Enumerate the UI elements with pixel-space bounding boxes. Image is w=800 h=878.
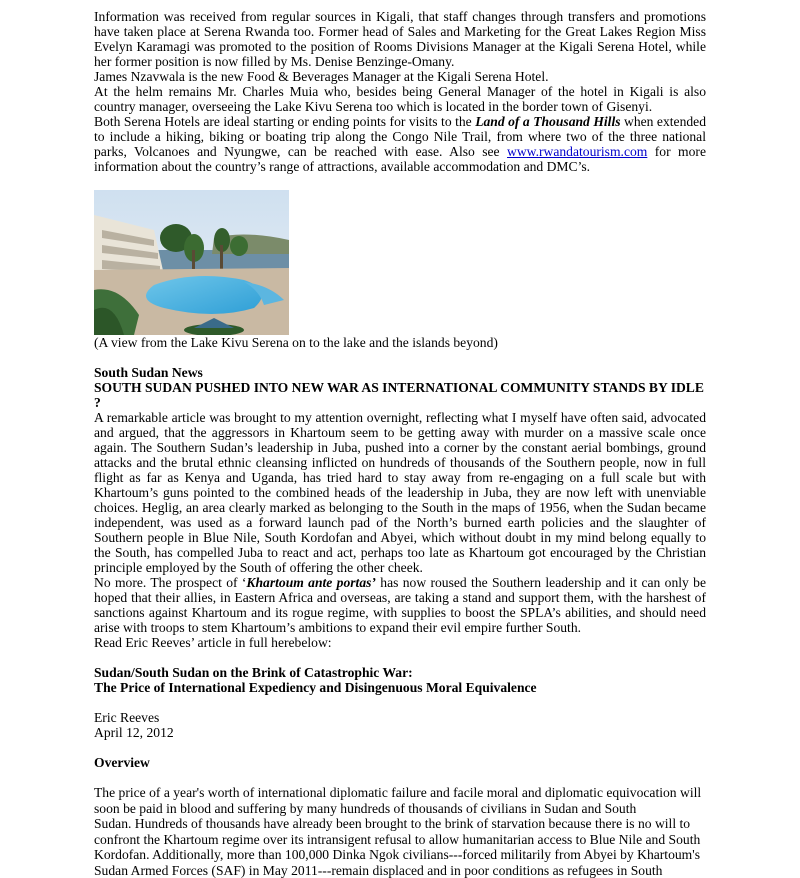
intro-text-b: when extended to include a hiking, biking or boating trip along the Congo Nile Trail, from where two of the three national parks, Volcanoes and Nyungwe, can be reached with ease. Also see <box>94 114 706 159</box>
article-author: Eric Reeves <box>94 710 706 725</box>
sudan-paragraph-1: A remarkable article was brought to my attention overnight, reflecting what I myself have often said, advocated and argued, that the aggressors in Khartoum seem to be getting away with murder on a massive scale once again. The Southern Sudan’s leadership in Juba, pushed into a corner by the constant aerial bombings, ground attacks and the brutal ethnic cleansing inflicted on hundreds of thousands of the Southern people, now in full flight as far as Kenya and Uganda, has tried hard to stay away from re-engaging on a full scale but with Khartoum’s guns pointed to the combined heads of the leadership in Juba, they are now left with unenviable choices. Heglig, an area clearly marked as belonging to the South in the maps of 1956, when the Sudan became independent, was used as a forward launch pad of the North’s burned earth policies and the slaughter of Southern people in Blue Nile, South Kordofan and Abyei, which without doubt in my mind belong equally to the South, has compelled Juba to react and act, perhaps too late as Khartoum got encouraged by the Christian principle employed by the South of offering the other cheek. <box>94 410 706 575</box>
photo-caption: (A view from the Lake Kivu Serena on to the lake and the islands beyond) <box>94 335 706 350</box>
overview-heading: Overview <box>94 755 706 770</box>
intro-paragraph-1: Information was received from regular sources in Kigali, that staff changes through transfers and promotions have taken place at Serena Rwanda too. Former head of Sales and Marketing for the Great Lakes Region Miss Evelyn Karamagi was promoted to the position of Rooms Divisions Manager at the Kigali Serena Hotel, while her former position is now filled by Ms. Denise Benzinge-Omany. <box>94 9 706 69</box>
article-title-line-1: Sudan/South Sudan on the Brink of Catastrophic War: <box>94 665 706 680</box>
overview-line: confront the Khartoum regime over its intransigent refusal to allow humanitarian access to Blue Nile and South <box>94 832 706 848</box>
intro-paragraph-2: James Nzavwala is the new Food & Beverages Manager at the Kigali Serena Hotel. <box>94 69 706 84</box>
overview-line: Sudan. Hundreds of thousands have already been brought to the brink of starvation because there is no will to <box>94 816 706 832</box>
headline: SOUTH SUDAN PUSHED INTO NEW WAR AS INTERNATIONAL COMMUNITY STANDS BY IDLE ? <box>94 380 706 410</box>
overview-line: The price of a year's worth of international diplomatic failure and facile moral and diplomatic equivocation will <box>94 785 706 801</box>
overview-line: soon be paid in blood and suffering by many hundreds of thousands of civilians in Sudan and South <box>94 801 706 817</box>
sudan-text-a: No more. The prospect of ‘ <box>94 575 246 590</box>
land-of-thousand-hills-emphasis: Land of a Thousand Hills <box>475 114 620 129</box>
sudan-paragraph-2 <box>94 575 706 635</box>
sudan-text-b: has now roused the Southern leadership and it can only be hoped that their allies, in Eastern Africa and overseas, are taking a stand and support them, with the harshest of sanctions against Khartoum and its rogue regime, with supplies to boost the SPLA’s abilities, and should need arise with troops to stem Khartoum’s ambitions to expand their evil empire further South. <box>94 575 706 635</box>
section-heading-south-sudan: South Sudan News <box>94 365 706 380</box>
lake-kivu-serena-photo <box>94 190 289 335</box>
sudan-paragraph-3: Read Eric Reeves’ article in full herebelow: <box>94 635 706 650</box>
overview-body <box>94 785 706 878</box>
article-date: April 12, 2012 <box>94 725 706 740</box>
rwandatourism-link[interactable]: www.rwandatourism.com <box>507 144 647 159</box>
overview-line: Sudan Armed Forces (SAF) in May 2011---remain displaced and in poor conditions as refugees in South <box>94 863 706 878</box>
document-page <box>94 9 706 878</box>
intro-paragraph-3: At the helm remains Mr. Charles Muia who, besides being General Manager of the hotel in Kigali is also country manager, overseeing the Lake Kivu Serena too which is located in the border town of Gisenyi. <box>94 84 706 114</box>
khartoum-ante-portas-emphasis: Khartoum ante portas’ <box>246 575 376 590</box>
overview-line: Kordofan. Additionally, more than 100,000 Dinka Ngok civilians---forced militarily from Abyei by Khartoum's <box>94 847 706 863</box>
intro-text-c: for more information about the country’s range of attractions, available accommodation and DMC’s. <box>94 144 706 174</box>
intro-text-a: Both Serena Hotels are ideal starting or ending points for visits to the <box>94 114 475 129</box>
article-title-line-2: The Price of International Expediency and Disingenuous Moral Equivalence <box>94 680 706 695</box>
intro-paragraph-4 <box>94 114 706 174</box>
